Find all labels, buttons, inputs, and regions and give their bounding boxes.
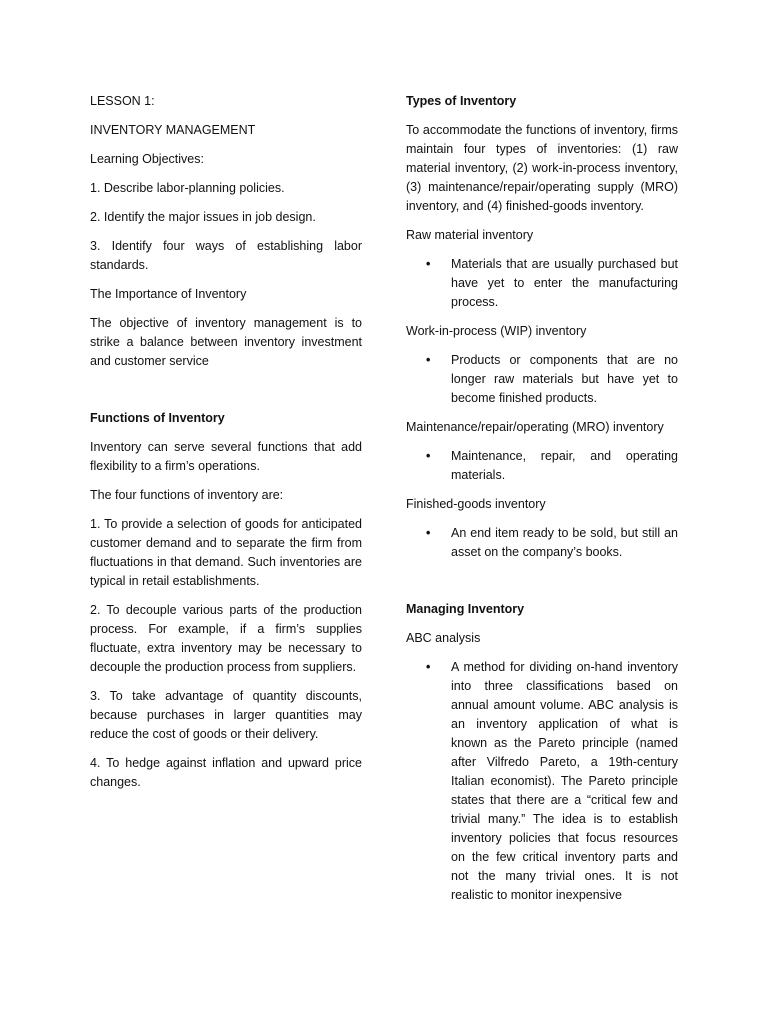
type-name: Maintenance/repair/operating (MRO) inventory	[406, 420, 664, 434]
document-title: INVENTORY MANAGEMENT	[90, 123, 256, 137]
function-item: 2. To decouple various parts of the production process. For example, if a firm’s supplies fluctuate, extra inventory may be necessary to decouple the production process from suppliers.	[90, 603, 362, 674]
abc-heading: ABC analysis	[406, 631, 481, 645]
list-item	[406, 255, 678, 312]
objective-item: 3. Identify four ways of establishing labor standards.	[90, 239, 362, 272]
objective-item: 2. Identify the major issues in job design.	[90, 210, 316, 224]
importance-text: The objective of inventory management is to strike a balance between inventory investment and customer service	[90, 316, 362, 368]
function-item: 4. To hedge against inflation and upward price changes.	[90, 756, 362, 789]
list-item	[406, 447, 678, 485]
list-item	[406, 351, 678, 408]
type-description: An end item ready to be sold, but still an asset on the company’s books.	[451, 526, 678, 559]
bullet-icon: •	[426, 353, 431, 367]
functions-lead: The four functions of inventory are:	[90, 488, 284, 502]
types-intro: To accommodate the functions of inventory, firms maintain four types of inventories: (1) raw material inventory, (2) work-in-process inventory, (3) maintenance/repair/operating supply (MRO) inventory, and (4) finished-goods inventory.	[406, 123, 678, 213]
lesson-label: LESSON 1:	[90, 94, 155, 108]
left-column	[90, 92, 362, 802]
functions-heading: Functions of Inventory	[90, 411, 225, 425]
importance-heading: The Importance of Inventory	[90, 287, 247, 301]
bullet-icon: •	[426, 660, 431, 674]
bullet-icon: •	[426, 526, 431, 540]
type-name: Raw material inventory	[406, 228, 534, 242]
type-name: Finished-goods inventory	[406, 497, 546, 511]
list-item	[406, 524, 678, 562]
bullet-icon: •	[426, 257, 431, 271]
function-item: 3. To take advantage of quantity discounts, because purchases in larger quantities may reduce the cost of goods or their delivery.	[90, 689, 362, 741]
abc-description: A method for dividing on-hand inventory into three classifications based on annual amount volume. ABC analysis is an inventory application of what is known as the Pareto principle (named after Vilfredo Pareto, a 19th-century Italian economist). The Pareto principle states that there are a “critical few and trivial many.” The idea is to establish inventory policies that focus resources on the few critical inventory parts and not the many trivial ones. It is not realistic to monitor inexpensive	[451, 660, 678, 902]
type-name: Work-in-process (WIP) inventory	[406, 324, 587, 338]
function-item: 1. To provide a selection of goods for anticipated customer demand and to separate the firm from fluctuations in that demand. Such inventories are typical in retail establishments.	[90, 517, 362, 588]
list-item	[406, 658, 678, 905]
type-description: Products or components that are no longer raw materials but have yet to become finished products.	[451, 353, 678, 405]
type-description: Maintenance, repair, and operating materials.	[451, 449, 678, 482]
types-heading: Types of Inventory	[406, 94, 517, 108]
functions-intro: Inventory can serve several functions that add flexibility to a firm’s operations.	[90, 440, 362, 473]
bullet-icon: •	[426, 449, 431, 463]
type-description: Materials that are usually purchased but have yet to enter the manufacturing process.	[451, 257, 678, 309]
managing-heading: Managing Inventory	[406, 602, 525, 616]
objective-item: 1. Describe labor-planning policies.	[90, 181, 285, 195]
objectives-heading: Learning Objectives:	[90, 152, 204, 166]
right-column	[406, 92, 678, 915]
